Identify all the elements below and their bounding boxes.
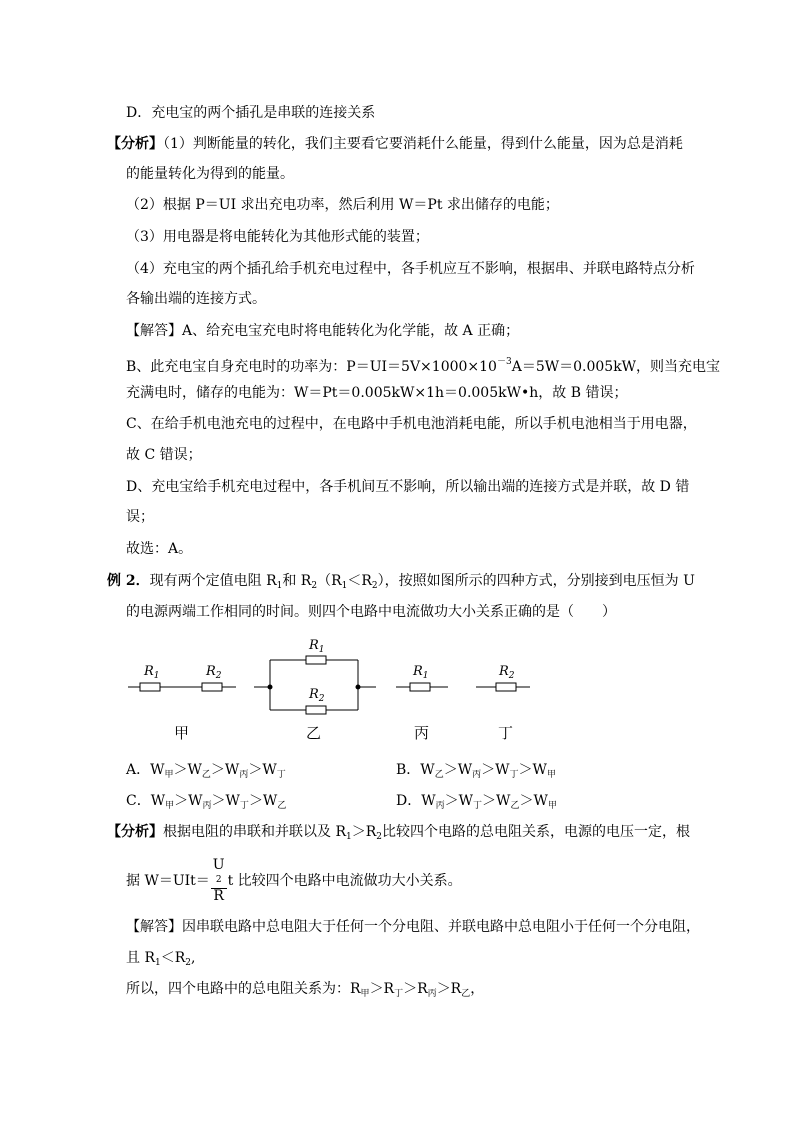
option-operator: ＞W (482, 793, 511, 809)
option-c: C．$W_甲>W_丙>W_丁>W_乙$ (126, 793, 287, 811)
option-subscript: 甲 (547, 801, 557, 811)
option-subscript: 乙 (510, 801, 520, 811)
answer-b-2: 充满电时，储存的电能为：W＝Pt＝0.005kW×1h＝0.005kW•h，故 B 错误； (126, 385, 628, 401)
option-subscript: 丁 (509, 770, 519, 780)
option-operator: ＞W (518, 762, 547, 778)
circuit-svg (110, 630, 550, 720)
ex2-analysis-1: 【分析】根据电阻的串联和并联以及 $R_1>R_2$比较四个电路的总电阻关系，电源的电压一定，根 (107, 824, 691, 842)
analysis-line-6: 各输出端的连接方式。 (126, 291, 266, 307)
answer-b-1 (126, 352, 720, 377)
label-jia: 甲 (174, 724, 190, 742)
sub: 1 (276, 581, 283, 591)
analysis-line-5: （4）充电宝的两个插孔给手机充电过程中，各手机应互不影响，根据串、并联电路特点分析 (126, 261, 695, 277)
q-text: （R (317, 573, 342, 589)
ex2-answer-3: 所以，四个电路中的总电阻关系为：$R_甲>R_丁>R_丙>R_乙$， (126, 981, 485, 999)
analysis-line-1 (107, 134, 683, 154)
answer-d-1: D、充电宝给手机充电过程中，各手机间互不影响，所以输出端的连接方式是并联，故 D 错 (126, 479, 690, 495)
q-text: 和 R (282, 573, 312, 589)
option-operator: ＞W (443, 762, 473, 778)
circuit-jia (128, 683, 236, 691)
option-d: D．充电宝的两个插孔是串联的连接关系 (126, 105, 376, 121)
fraction: U 2 R (212, 857, 225, 904)
answer-c-2: 故 C 错误； (126, 447, 202, 463)
ex2-analysis-2: 据 W＝UIt＝ U 2 R t 比较四个电路中电流做功大小关系。 (126, 857, 462, 904)
choice: 故选：A。 (126, 541, 193, 557)
option-b: B．$W_乙>W_丙>W_丁>W_甲$ (396, 762, 556, 780)
label-yi: 乙 (306, 724, 322, 742)
option-subscript: 丁 (473, 801, 483, 811)
label-r2-jia: $R_2$ (206, 664, 222, 681)
option-d2: D．$W_丙>W_丁>W_乙>W_甲$ (396, 793, 557, 811)
circuit-yi (254, 656, 376, 714)
sub: 2 (371, 581, 378, 591)
option-subscript: 丁 (239, 801, 249, 811)
label-r1-jia: $R_1$ (144, 664, 160, 681)
option-subscript: 甲 (165, 801, 175, 811)
option-operator: ＞W (519, 793, 548, 809)
option-operator: ＞W (173, 762, 202, 778)
sub: 2 (311, 581, 318, 591)
analysis-tag: 【分析】 (107, 136, 163, 152)
option-operator: ＞W (481, 762, 510, 778)
q-text: ），按照如图所示的四种方式，分别接到电压恒为 U (377, 573, 695, 589)
label-bing: 丙 (414, 724, 430, 742)
example2-line-1 (107, 571, 695, 596)
ex2-answer-1: 【解答】因串联电路中总电阻大于任何一个分电阻、并联电路中总电阻小于任何一个分电阻， (126, 919, 700, 935)
analysis-text: （1）判断能量的转化，我们主要看它要消耗什么能量，得到什么能量，因为总是消耗 (163, 136, 683, 152)
answer-b-text-2: A＝5W＝0.005kW，则当充电宝 (511, 359, 721, 375)
option-subscript: 丙 (435, 801, 445, 811)
answer-c-1: C、在给手机电池充电的过程中，在电路中手机电池消耗电能，所以手机电池相当于用电器， (126, 416, 697, 432)
option-subscript: 乙 (434, 770, 444, 780)
option-operator: ＞W (174, 793, 203, 809)
option-subscript: 乙 (277, 801, 287, 811)
example2-line-2: 的电源两端工作相同的时间。则四个电路中电流做功大小关系正确的是（ ） (126, 604, 616, 620)
option-subscript: 丙 (202, 801, 212, 811)
label-r1-bing: $R_1$ (413, 664, 429, 681)
option-subscript: 甲 (164, 770, 174, 780)
q-text: ＜R (347, 573, 372, 589)
circuit-bing (396, 683, 448, 691)
option-operator: ＞W (210, 762, 240, 778)
analysis-line-2: 的能量转化为得到的能量。 (126, 166, 294, 182)
option-operator: ＞W (248, 762, 277, 778)
answer-a: 【解答】A、给充电宝充电时将电能转化为化学能，故 A 正确； (126, 323, 520, 339)
option-a: A．$W_甲>W_乙>W_丙>W_丁$ (126, 762, 286, 780)
label-r1-yi: $R_1$ (309, 638, 325, 655)
circuit-ding (476, 683, 530, 691)
answer-d-2: 误； (126, 509, 154, 525)
exponent: －3 (496, 357, 512, 367)
option-operator: ＞W (248, 793, 278, 809)
sub: 1 (341, 581, 348, 591)
label-r2-ding: $R_2$ (499, 664, 515, 681)
analysis-tag: 【分析】 (107, 824, 163, 840)
ex2-answer-2: 且 $R_1<R_2$, (126, 950, 196, 968)
example-tag: 例 2． (107, 573, 150, 589)
option-subscript: 丙 (472, 770, 482, 780)
option-subscript: 丙 (239, 770, 249, 780)
answer-b-text: B、此充电宝自身充电时的功率为：P＝UI＝5V×1000×10 (126, 359, 497, 375)
analysis-line-3: （2）根据 P＝UI 求出充电功率，然后利用 W＝Pt 求出储存的电能； (126, 197, 559, 213)
label-ding: 丁 (498, 724, 514, 742)
option-subscript: 丁 (276, 770, 286, 780)
q-text: 现有两个定值电阻 R (149, 573, 277, 589)
analysis-line-4: （3）用电器是将电能转化为其他形式能的装置； (126, 229, 429, 245)
option-subscript: 甲 (546, 770, 556, 780)
option-operator: ＞W (444, 793, 474, 809)
label-r2-yi: $R_2$ (309, 687, 325, 704)
option-subscript: 乙 (201, 770, 211, 780)
option-operator: ＞W (211, 793, 240, 809)
